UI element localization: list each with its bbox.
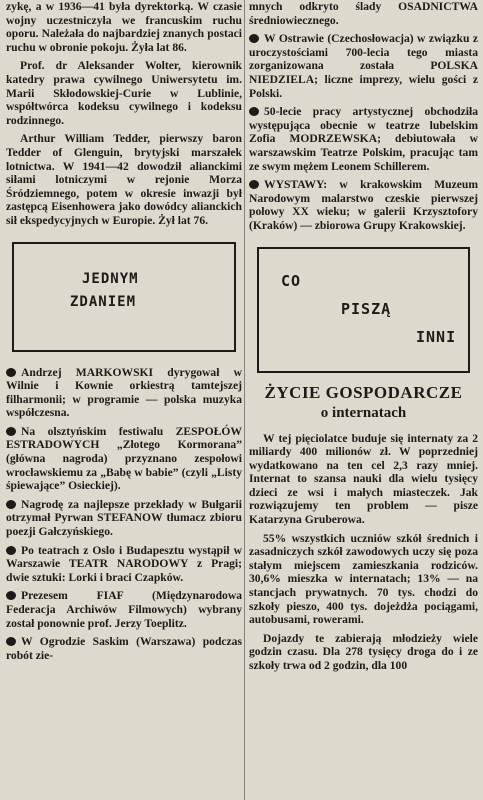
bullet-icon <box>6 368 16 377</box>
box-title-line: CO <box>281 271 302 290</box>
box-title-line: INNI <box>416 327 457 346</box>
jednym-zdaniem-box <box>12 242 236 352</box>
article-paragraph: Dojazdy te zabierają młodzieży wiele godzin czasu. Dla 278 tysięcy droga do i ze szkoły trwa od 2 godzin, dla 100 <box>249 631 478 672</box>
news-item: 50-lecie pracy artystycznej obchodziła występująca obecnie w teatrze lubelskim Zofia MODRZEWSKA; debiutowała w warszawskim Teatrze Polskim, pracując tam ze swym mężem Leonem Schillerem. <box>249 105 478 173</box>
obituary-paragraph: Arthur William Tedder, pierwszy baron Tedder of Glenguin, brytyjski marszałek lotnictwa. W 1941—42 dowodził alianckimi siłami lotniczymi w rejonie Morza Śródziemnego, potem w okresie inwazji był zastępcą Eisenhowera jako dowódcy alianckich sił ekspedycyjnych w Europie. Żył lat 76. <box>6 132 242 227</box>
news-item: WYSTAWY: w krakowskim Muzeum Narodowym malarstwo czeskie pierwszej połowy XX wieku; w galerii Krzysztofory (Kraków) — zbiorowa Grupy Krakowskiej. <box>249 178 478 232</box>
right-column <box>249 0 478 800</box>
box-title-line: PISZĄ <box>341 299 392 318</box>
section-title: ŻYCIE GOSPODARCZE <box>264 382 463 402</box>
co-pisza-inni-box <box>257 247 470 373</box>
news-item: Andrzej MARKOWSKI dyrygował w Wilnie i Kownie orkiestrą tamtejszej filharmonii; w programie — polska muzyka współczesna. <box>6 365 242 420</box>
left-column <box>6 0 242 800</box>
news-item: Po teatrach z Oslo i Budapesztu wystąpił w Warszawie TEATR NARODOWY z Pragi; dwie sztuki: Lorki i braci Czapków. <box>6 543 242 584</box>
article-paragraph: W tej pięciolatce buduje się internaty za 2 miliardy 400 milionów zł. W poprzedniej wydatkowano na ten cel 2,3 razy mniej. Internat to szansa nauki dla wielu tysięcy dzieci ze wsi i małych miasteczek. Jak rozwiązujemy ten problem — pisze Katarzyna Gruberowa. <box>249 431 478 527</box>
bullet-icon <box>6 591 16 600</box>
bullet-icon <box>6 546 16 555</box>
box-title-line: ZDANIEM <box>70 293 137 310</box>
news-item: Nagrodę za najlepsze przekłady w Bułgarii otrzymał Pyrwan STEFANOW tłumacz zbioru poezji Gałczyńskiego. <box>6 497 242 539</box>
news-item-continued: mnych odkryto ślady OSADNICTWA średniowiecznego. <box>249 0 478 27</box>
box-title-line: JEDNYM <box>82 270 139 287</box>
bullet-icon <box>249 180 259 189</box>
news-item: Na olsztyńskim festiwalu ZESPOŁÓW ESTRADOWYCH „Złotego Kormorana” (główna nagroda) przyznano zespołowi wrocławskiemu za „Babę w babie” (czyli „Listy śpiewające” Osieckiej). <box>6 424 242 493</box>
bullet-icon <box>249 34 259 43</box>
section-subtitle: o internatach <box>320 404 407 421</box>
news-item: W Ostrawie (Czechosłowacja) w związku z uroczystościami 700-lecia tego miasta zorganizowana została POLSKA NIEDZIELA; liczne imprezy, wielu gości z Polski. <box>249 32 478 100</box>
obituary-paragraph: zykę, a w 1936—41 była dyrektorką. W czasie wojny uczestniczyła we francuskim ruchu oporu. Należała do najbardziej znanych postaci ruchu w obronie pokoju. Żyła lat 86. <box>6 0 242 54</box>
obituary-paragraph: Prof. dr Aleksander Wolter, kierownik katedry prawa cywilnego Uniwersytetu im. Marii Skłodowskiej-Curie w Lublinie, współtwórca kodeksu cywilnego i kodeksu rodzinnego. <box>6 59 242 127</box>
bullet-icon <box>6 427 16 436</box>
news-item: Prezesem FIAF (Międzynarodowa Federacja Archiwów Filmowych) wybrany został ponownie prof. Jerzy Toeplitz. <box>6 589 242 630</box>
article-paragraph: 55% wszystkich uczniów szkół średnich i zasadniczych szkół zawodowych uczy się poza stałym miejscem zamieszkania rodziców. 30,6% mieszka w internatach; 13% — na stancjach prywatnych. 70 tys. chodzi do szkoły pieszo, 400 tys. dojeżdża pociągami, autobusami, rowerami. <box>249 531 478 627</box>
bullet-icon <box>6 637 16 646</box>
column-divider <box>244 0 245 800</box>
bullet-icon <box>6 500 16 509</box>
bullet-icon <box>249 107 259 116</box>
news-item: W Ogrodzie Saskim (Warszawa) podczas robót zie- <box>6 635 242 662</box>
